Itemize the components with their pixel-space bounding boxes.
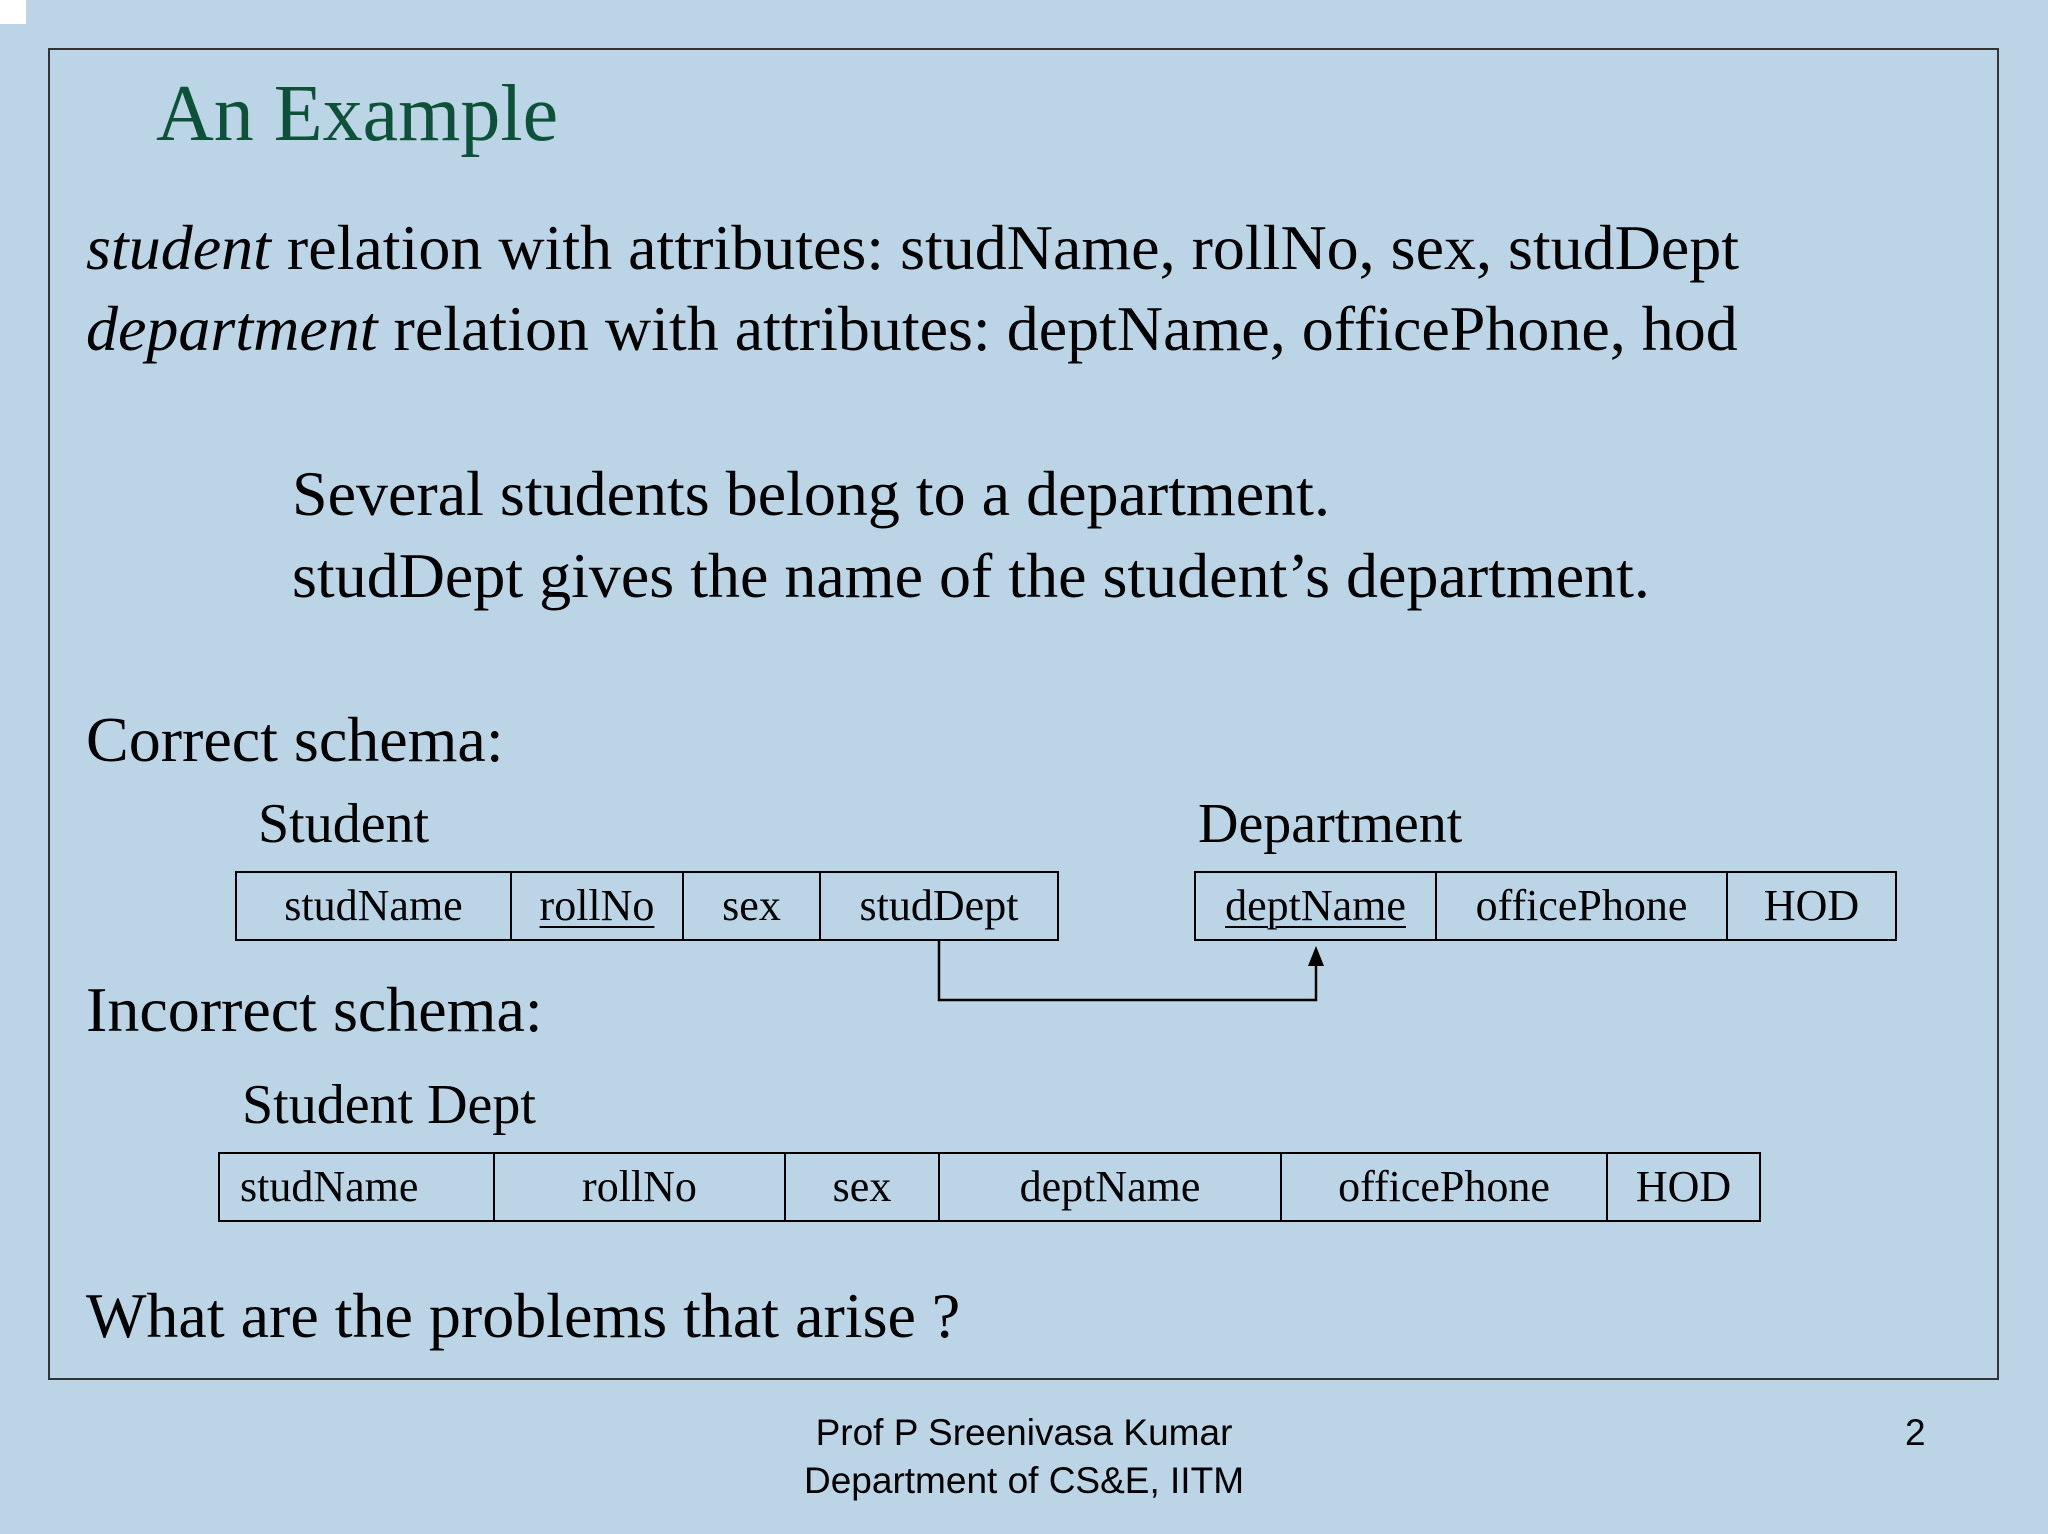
student-relation-name: student [86, 212, 271, 283]
department-table-name: Department [1198, 793, 1463, 855]
incorrect-schema-label: Incorrect schema: [86, 974, 543, 1045]
footer-department: Department of CS&E, IITM [803, 1460, 1245, 1501]
studentdept-table-name: Student Dept [242, 1074, 536, 1136]
page-number: 2 [1905, 1412, 1926, 1453]
slide-title: An Example [156, 70, 559, 158]
department-relation-name: department [86, 293, 378, 364]
student-col-studdept: studDept [859, 881, 1019, 930]
studentdept-col-deptname: deptName [940, 1154, 1282, 1220]
department-col-officephone: officePhone [1437, 873, 1728, 939]
statement-1: Several students belong to a department. [292, 458, 1330, 529]
studentdept-col-studname: studName [220, 1154, 495, 1220]
student-col-rollno: rollNo [512, 873, 684, 939]
correct-schema-label: Correct schema: [86, 704, 504, 775]
student-col-studname: studName [237, 873, 512, 939]
footer-author: Prof P Sreenivasa Kumar [815, 1412, 1233, 1453]
studentdept-table [218, 1152, 1761, 1222]
statement-2: studDept gives the name of the student’s department. [292, 540, 1650, 611]
department-col-deptname: deptName [1196, 873, 1437, 939]
question-text: What are the problems that arise ? [86, 1280, 961, 1351]
student-table-name: Student [258, 793, 430, 855]
studentdept-col-officephone: officePhone [1282, 1154, 1608, 1220]
studentdept-col-sex: sex [786, 1154, 940, 1220]
studentdept-col-rollno: rollNo [495, 1154, 786, 1220]
department-col-hod: HOD [1763, 881, 1860, 930]
studentdept-col-hod: HOD [1635, 1162, 1732, 1211]
student-relation-text: relation with attributes: studName, rollNo, sex, studDept [270, 212, 1740, 283]
student-col-sex: sex [684, 873, 821, 939]
department-relation-text: relation with attributes: deptName, officePhone, hod [377, 293, 1738, 364]
